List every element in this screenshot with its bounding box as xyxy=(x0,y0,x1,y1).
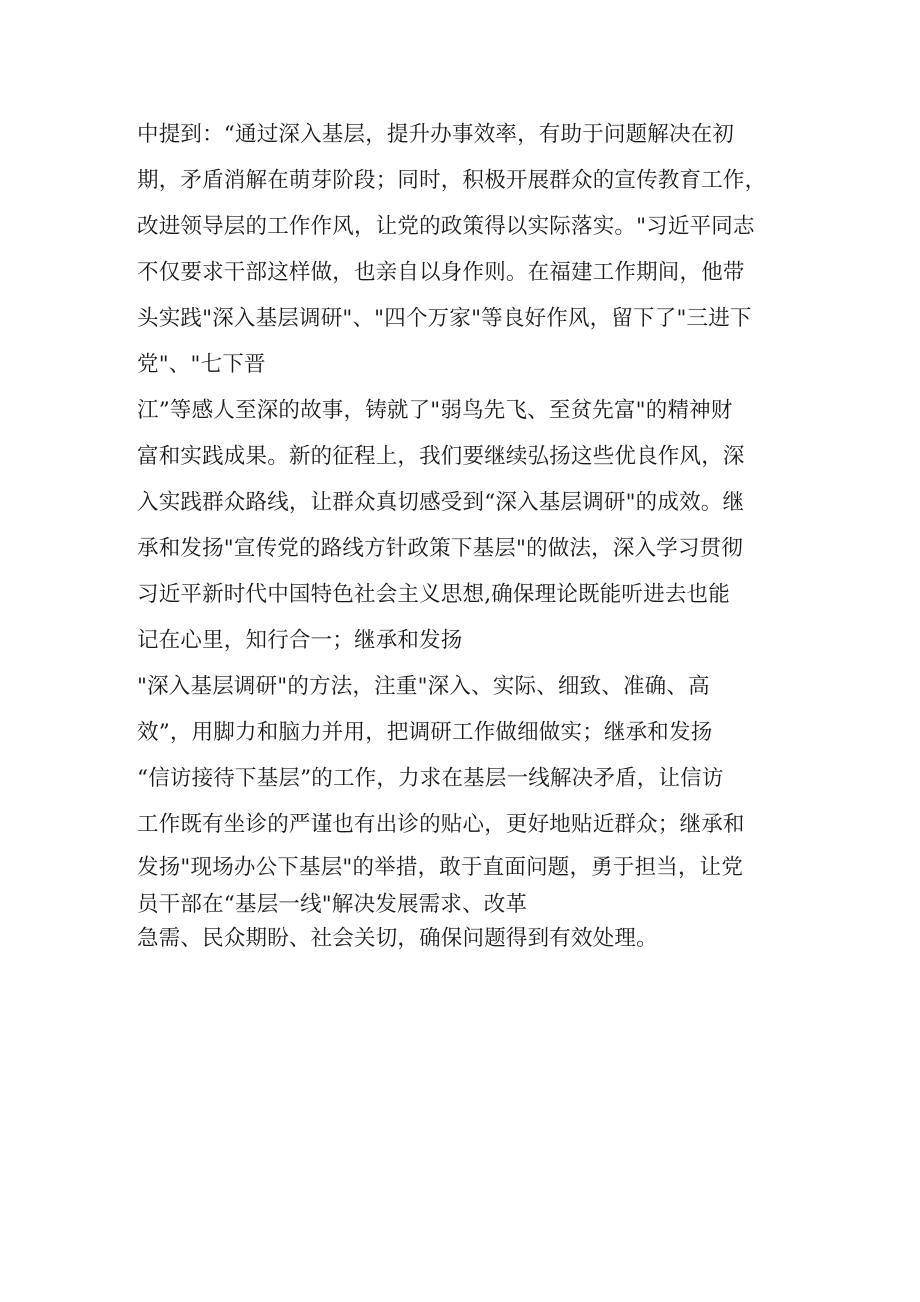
text-line: 期，矛盾消解在萌芽阶段；同时，积极开展群众的宣传教育工作， xyxy=(137,168,767,193)
text-line: 江”等感人至深的故事，铸就了"弱鸟先飞、至贫先富"的精神财 xyxy=(137,398,733,423)
text-line: “信访接待下基层”的工作，力求在基层一线解决矛盾，让信访 xyxy=(137,766,724,791)
text-line: 急需、民众期盼、社会关切，确保问题得到有效处理。 xyxy=(137,926,658,951)
text-line: 党"、"七下晋 xyxy=(137,352,266,377)
text-line: "深入基层调研"的方法，注重"深入、实际、细致、准确、高 xyxy=(137,674,710,699)
body-text xyxy=(137,112,827,956)
text-line: 发扬"现场办公下基层"的举措，敢于直面问题，勇于担当，让党 xyxy=(137,855,744,880)
text-line: 效”，用脚力和脑力并用，把调研工作做细做实；继承和发扬 xyxy=(137,720,713,745)
text-line: 改进领导层的工作作风，让党的政策得以实际落实。"习近平同志 xyxy=(137,214,755,239)
text-line: 入实践群众路线，让群众真切感受到“深入基层调研"的成效。继 xyxy=(137,490,745,515)
text-line: 工作既有坐诊的严谨也有出诊的贴心，更好地贴近群众；继承和 xyxy=(137,812,745,837)
text-line: 不仅要求干部这样做，也亲自以身作则。在福建工作期间，他带 xyxy=(137,260,745,285)
text-line: 中提到：“通过深入基层，提升办事效率，有助于问题解决在初 xyxy=(137,122,735,147)
text-line: 富和实践成果。新的征程上，我们要继续弘扬这些优良作风，深 xyxy=(137,444,745,469)
text-line: 头实践"深入基层调研"、"四个万家"等良好作风，留下了"三进下 xyxy=(137,306,752,331)
text-line: 记在心里，知行合一；继承和发扬 xyxy=(137,628,463,653)
text-line: 习近平新时代中国特色社会主义思想,确保理论既能听进去也能 xyxy=(137,582,730,607)
text-line: 员干部在“基层一线"解决发展需求、改革 xyxy=(137,892,528,917)
text-line: 承和发扬"宣传党的路线方针政策下基层"的做法，深入学习贯彻 xyxy=(137,536,744,561)
